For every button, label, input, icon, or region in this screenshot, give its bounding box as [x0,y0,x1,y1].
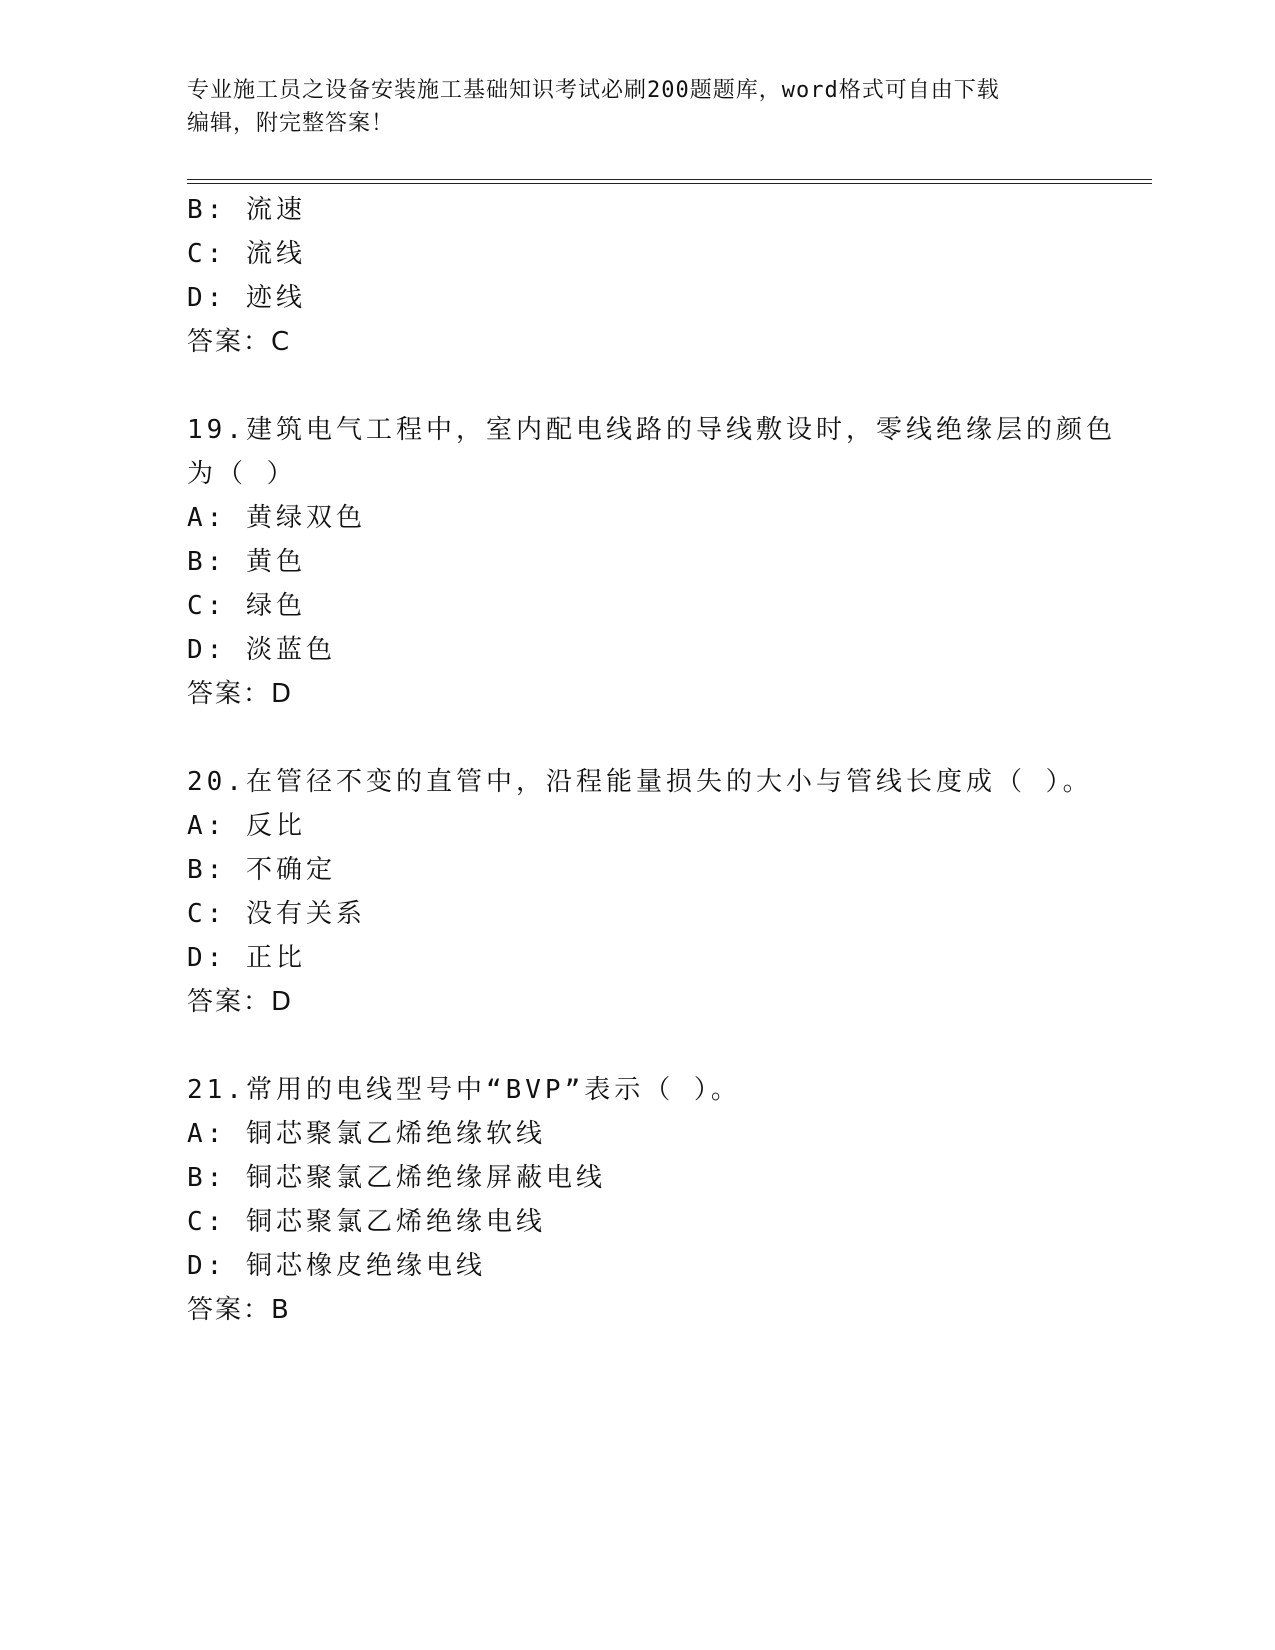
q20-option-d: D: 正比 [187,943,306,973]
q19-question-line-2: 为（ ） [187,459,297,489]
header-divider-top [187,179,1152,180]
q21-option-a: A: 铜芯聚氯乙烯绝缘软线 [187,1119,546,1149]
q19-option-b: B: 黄色 [187,547,306,577]
q20-question: 20.在管径不变的直管中，沿程能量损失的大小与管线长度成（ ）。 [187,767,1093,797]
q20-option-b: B: 不确定 [187,855,336,885]
q21-option-d: D: 铜芯橡皮绝缘电线 [187,1251,486,1281]
q21-answer: 答案：B [187,1295,291,1325]
q18-answer: 答案：C [187,327,292,357]
q18-option-b: B: 流速 [187,195,306,225]
q19-option-c: C: 绿色 [187,591,306,621]
q19-question-line-1: 19.建筑电气工程中，室内配电线路的导线敷设时，零线绝缘层的颜色 [187,415,1116,445]
header-divider-bottom [187,183,1152,184]
q19-option-a: A: 黄绿双色 [187,503,366,533]
page-header [187,74,1087,140]
q21-question: 21.常用的电线型号中“BVP”表示（ ）。 [187,1075,741,1105]
q21-option-c: C: 铜芯聚氯乙烯绝缘电线 [187,1207,546,1237]
q20-option-c: C: 没有关系 [187,899,366,929]
header-line-2: 编辑，附完整答案！ [187,111,395,136]
q20-option-a: A: 反比 [187,811,306,841]
q21-option-b: B: 铜芯聚氯乙烯绝缘屏蔽电线 [187,1163,606,1193]
q20-answer: 答案：D [187,987,294,1017]
q19-answer: 答案：D [187,679,294,709]
q18-option-c: C: 流线 [187,239,306,269]
q19-option-d: D: 淡蓝色 [187,635,336,665]
header-line-1: 专业施工员之设备安装施工基础知识考试必刷200题题库，word格式可自由下载 [187,78,1000,103]
q18-option-d: D: 迹线 [187,283,306,313]
